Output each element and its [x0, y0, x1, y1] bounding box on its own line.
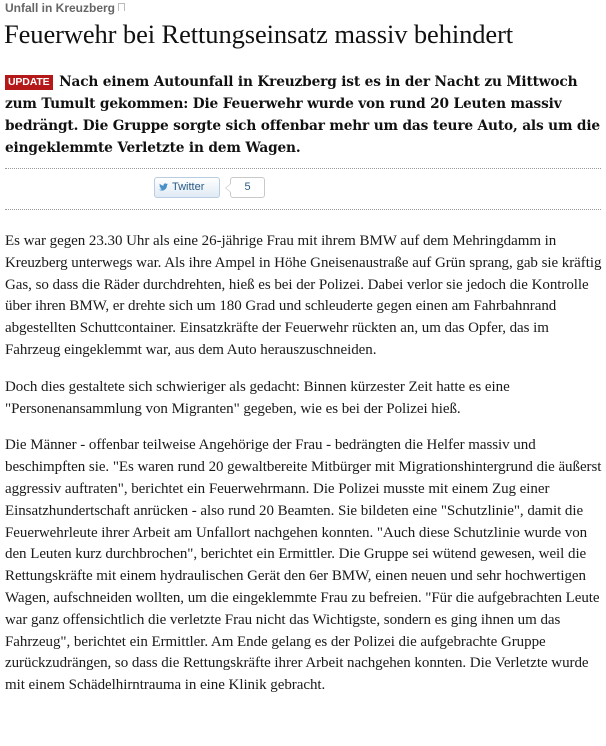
lead-text: Nach einem Autounfall in Kreuzberg ist es in der Nacht zu Mittwoch zum Tumult gekommen: Die Feuerwehr wurde von rund 20 Leuten massiv bedrängt. Die Gruppe sorgte sich offenbar mehr um das teure Auto, als um die eingeklemmte Verletzte in dem Wagen. — [5, 74, 600, 156]
twitter-count-bubble[interactable]: 5 — [230, 177, 265, 198]
article-headline: Feuerwehr bei Rettungseinsatz massiv behindert — [4, 19, 514, 49]
divider-bottom — [5, 209, 601, 210]
update-badge: UPDATE — [5, 75, 53, 90]
body-paragraph-3: Die Männer - offenbar teilweise Angehörige der Frau - bedrängten die Helfer massiv und beschimpften sie. "Es waren rund 20 gewaltbereite Mitbürger mit Migrationshintergrund die äußerst aggressiv auftraten", berichtet ein Feuerwehrmann. Die Polizei musste mit einem Zug einer Einsatzhundertschaft anrücken - also rund 20 Beamten. Sie bildeten eine "Schutzlinie", damit die Feuerwehrleute ihrer Arbeit am Unfallort nachgehen konnten. "Auch diese Schutzlinie wurde von den Leuten kurz durchbrochen", berichtet ein Ermittler. Die Gruppe sei wütend gewesen, weil die Rettungskräfte mit einem hydraulischen Gerät den 6er BMW, einen neuen und sehr hochwertigen Wagen, aufschneiden wollten, um die eingeklemmte Frau zu befreien. "Für die aufgebrachten Leute war ganz offensichtlich die verletzte Frau nicht das Wichtigste, sondern es ging ihnen um das Fahrzeug", berichtet ein Ermittler. Am Ende gelang es der Polizei die aufgebrachte Gruppe zurückzudrängen, so dass die Rettungskräfte ihrer Arbeit nachgehen konnten. Die Verletzte wurde mit einem Schädelhirntrauma in eine Klinik gebracht. — [5, 437, 602, 694]
article-lead — [5, 71, 603, 159]
article-kicker — [5, 1, 125, 16]
divider-top — [5, 168, 601, 169]
twitter-label: Twitter — [172, 181, 205, 193]
kicker-text: Unfall in Kreuzberg — [5, 1, 116, 15]
bookmark-icon[interactable] — [118, 3, 125, 11]
body-paragraph-1: Es war gegen 23.30 Uhr als eine 26-jährige Frau mit ihrem BMW auf dem Mehringdamm in Kreuzberg unterwegs war. Als ihre Ampel in Höhe Gneisenaustraße auf Grün sprang, gab sie kräftig Gas, so dass die Räder durchdrehten, hieß es bei der Polizei. Dabei verlor sie jedoch die Kontrolle über ihren BMW, er drehte sich um 180 Grad und schleuderte gegen einen am Fahrbahnrand abgestellten Schuttcontainer. Einsatzkräfte der Feuerwehr rückten an, um das Opfer, das im Fahrzeug eingeklemmt war, aus dem Auto herauszuschneiden. — [5, 233, 602, 358]
article-body — [5, 231, 605, 712]
twitter-share-button[interactable] — [154, 177, 220, 198]
twitter-bird-icon — [159, 183, 168, 191]
body-paragraph-2: Doch dies gestaltete sich schwieriger als gedacht: Binnen kürzester Zeit hatte es eine "Personenansammlung von Migranten" gegeben, wie es bei der Polizei hieß. — [5, 378, 510, 417]
